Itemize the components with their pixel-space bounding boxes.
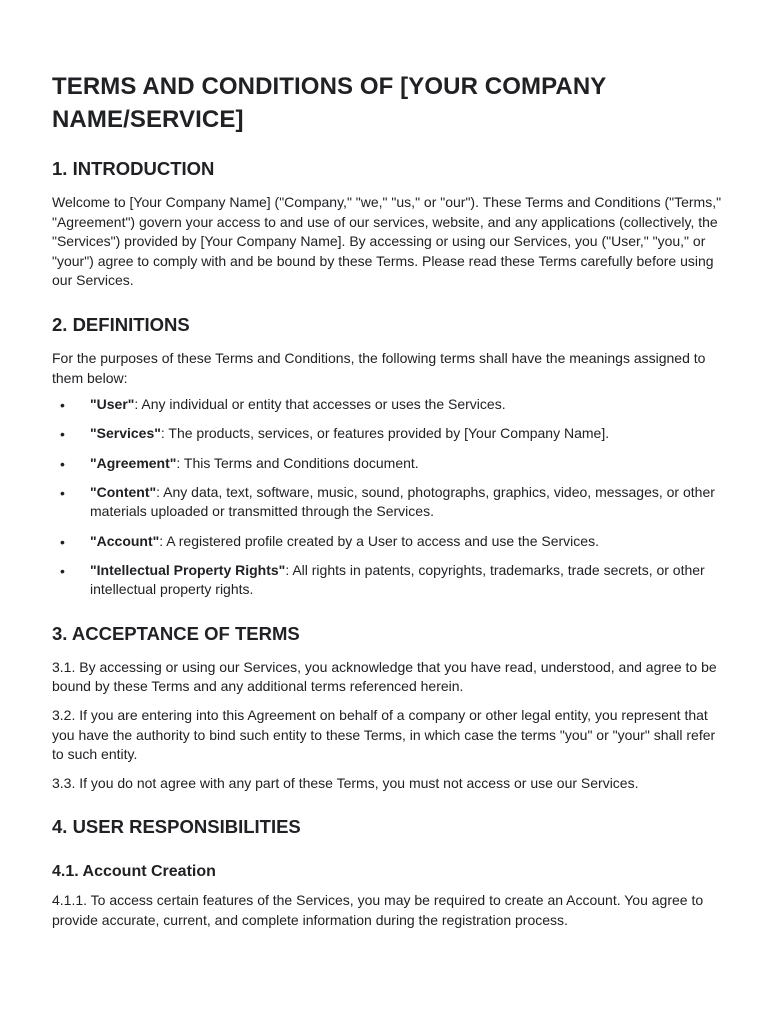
section-heading: 1. INTRODUCTION — [52, 158, 215, 179]
bullet-icon: • — [60, 562, 65, 579]
section-acceptance — [52, 622, 722, 794]
definition-item — [52, 454, 722, 474]
subsection-heading: 4.1. Account Creation — [52, 863, 216, 881]
bullet-icon: • — [60, 426, 65, 443]
acceptance-paragraph: 3.2. If you are entering into this Agreement on behalf of a company or other legal entity, you represent that you have the authority to bind such entity to these Terms, in which case the terms "you" or "your" shall refer to such entity. — [52, 707, 716, 763]
bullet-icon: • — [60, 455, 65, 472]
definition-item — [52, 561, 722, 600]
definition-item — [52, 395, 722, 415]
section-heading: 4. USER RESPONSIBILITIES — [52, 816, 301, 838]
acceptance-paragraph: 3.3. If you do not agree with any part of these Terms, you must not access or use our Services. — [52, 774, 639, 791]
definition-desc: : A registered profile created by a User to access and use the Services. — [159, 532, 599, 549]
definition-desc: : This Terms and Conditions document. — [176, 454, 419, 471]
definition-desc: : Any data, text, software, music, sound, photographs, graphics, video, messages, or other materials uploaded or transmitted through the Services. — [90, 483, 715, 520]
definition-desc: : Any individual or entity that accesses or uses the Services. — [134, 396, 506, 413]
bullet-icon: • — [60, 484, 65, 501]
section-user-responsibilities — [52, 815, 722, 930]
definition-item — [52, 483, 722, 522]
definitions-intro: For the purposes of these Terms and Conditions, the following terms shall have the meanings assigned to them below: — [52, 349, 706, 386]
definitions-list — [52, 395, 722, 600]
section-heading: 2. DEFINITIONS — [52, 313, 190, 335]
bullet-icon: • — [60, 397, 65, 414]
section-heading: 3. ACCEPTANCE OF TERMS — [52, 622, 300, 644]
definition-term: "User" — [90, 396, 135, 413]
definition-item — [52, 424, 722, 444]
definition-desc: : All rights in patents, copyrights, trademarks, trade secrets, or other intellectual property rights. — [90, 561, 705, 598]
bullet-icon: • — [60, 533, 65, 550]
section-introduction — [52, 157, 722, 291]
definition-term: "Intellectual Property Rights" — [90, 561, 286, 578]
subsection-paragraph: 4.1.1. To access certain features of the Services, you may be required to create an Account. You agree to provide accurate, current, and complete information during the registration process. — [52, 892, 704, 929]
definition-desc: : The products, services, or features provided by [Your Company Name]. — [160, 425, 610, 442]
section-paragraph: Welcome to [Your Company Name] ("Company," "we," "us," or "our"). These Terms and Conditions ("Terms," "Agreement") govern your access to and use of our services, website, and any applications (collectively, the "Services") provided by [Your Company Name]. By accessing or using our Services, you ("User," "you," or "your") agree to comply with and be bound by these Terms. Please read these Terms carefully before using our Services. — [52, 194, 722, 289]
document-title: TERMS AND CONDITIONS OF [YOUR COMPANY NAME/SERVICE] — [52, 73, 606, 133]
definition-term: "Agreement" — [90, 454, 177, 471]
definition-item — [52, 532, 722, 552]
section-definitions — [52, 313, 722, 600]
acceptance-paragraph: 3.1. By accessing or using our Services, you acknowledge that you have read, understood, and agree to be bound by these Terms and any additional terms referenced herein. — [52, 658, 717, 695]
definition-term: "Content" — [90, 483, 157, 500]
definition-term: "Account" — [90, 532, 160, 549]
definition-term: "Services" — [90, 425, 161, 442]
